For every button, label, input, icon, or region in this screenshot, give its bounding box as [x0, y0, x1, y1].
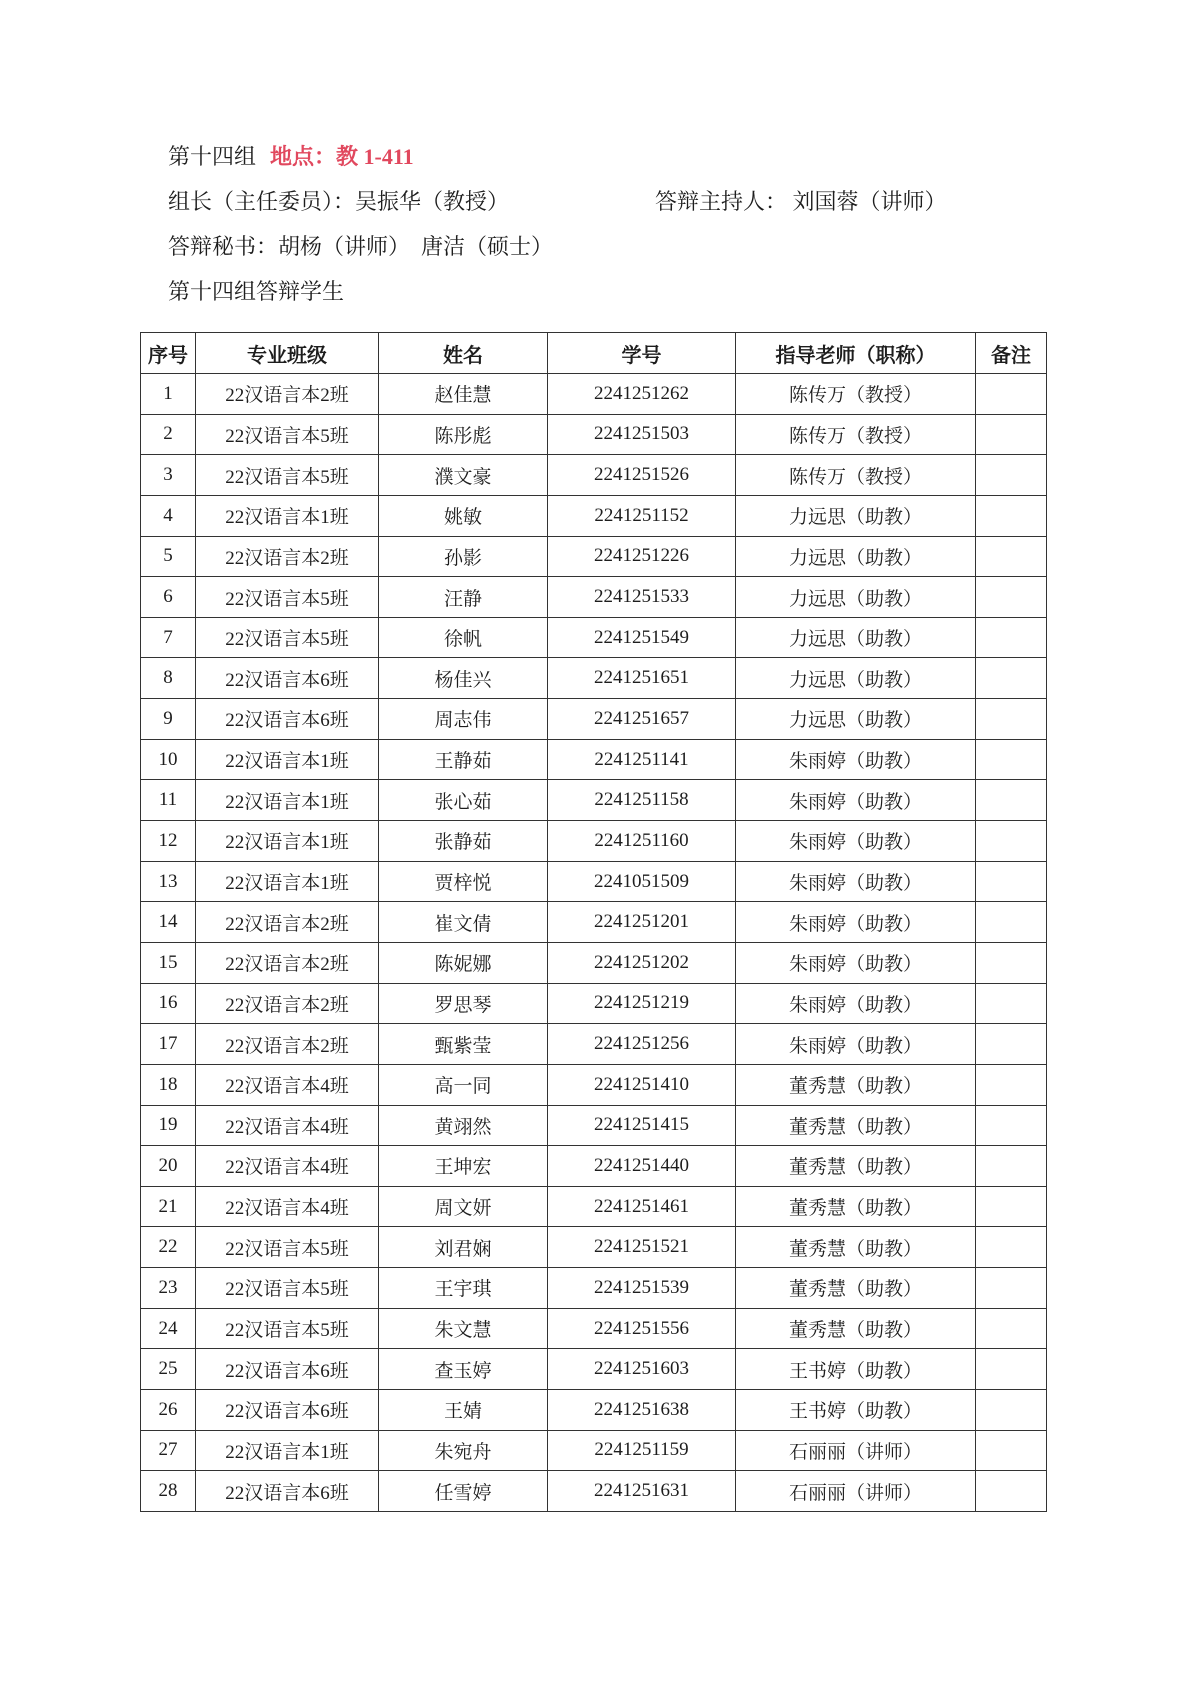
committee-leader-label: 组长（主任委员）：吴振华（教授） [168, 189, 510, 214]
cell-student-id: 2241251219 [548, 983, 736, 1024]
cell-note [976, 1227, 1047, 1268]
cell-note [976, 495, 1047, 536]
cell-note [976, 1105, 1047, 1146]
cell-no: 7 [141, 617, 196, 658]
cell-no: 5 [141, 536, 196, 577]
cell-class: 22汉语言本6班 [196, 1471, 379, 1512]
cell-name: 王婧 [379, 1390, 548, 1431]
cell-teacher: 董秀慧（助教） [736, 1308, 976, 1349]
cell-name: 任雪婷 [379, 1471, 548, 1512]
cell-student-id: 2241251152 [548, 495, 736, 536]
cell-student-id: 2241251603 [548, 1349, 736, 1390]
cell-teacher: 董秀慧（助教） [736, 1268, 976, 1309]
cell-student-id: 2241251202 [548, 942, 736, 983]
cell-class: 22汉语言本6班 [196, 1349, 379, 1390]
cell-teacher: 董秀慧（助教） [736, 1064, 976, 1105]
table-row [141, 1268, 1047, 1309]
cell-name: 姚敏 [379, 495, 548, 536]
cell-name: 杨佳兴 [379, 658, 548, 699]
cell-name: 朱宛舟 [379, 1430, 548, 1471]
cell-name: 朱文慧 [379, 1308, 548, 1349]
cell-class: 22汉语言本1班 [196, 861, 379, 902]
cell-note [976, 1186, 1047, 1227]
cell-teacher: 力远思（助教） [736, 617, 976, 658]
cell-note [976, 658, 1047, 699]
cell-no: 21 [141, 1186, 196, 1227]
cell-class: 22汉语言本1班 [196, 780, 379, 821]
cell-teacher: 朱雨婷（助教） [736, 983, 976, 1024]
cell-note [976, 821, 1047, 862]
cell-no: 17 [141, 1024, 196, 1065]
group-title: 第十四组 [168, 144, 257, 169]
cell-name: 张静茹 [379, 821, 548, 862]
cell-note [976, 861, 1047, 902]
table-row [141, 942, 1047, 983]
cell-class: 22汉语言本4班 [196, 1105, 379, 1146]
column-header-note: 备注 [976, 333, 1047, 374]
cell-class: 22汉语言本5班 [196, 1268, 379, 1309]
cell-teacher: 董秀慧（助教） [736, 1146, 976, 1187]
cell-class: 22汉语言本5班 [196, 577, 379, 618]
cell-no: 27 [141, 1430, 196, 1471]
cell-teacher: 朱雨婷（助教） [736, 821, 976, 862]
cell-no: 12 [141, 821, 196, 862]
cell-student-id: 2241251539 [548, 1268, 736, 1309]
cell-class: 22汉语言本2班 [196, 902, 379, 943]
cell-name: 黄翊然 [379, 1105, 548, 1146]
cell-name: 张心茹 [379, 780, 548, 821]
cell-no: 28 [141, 1471, 196, 1512]
table-row [141, 617, 1047, 658]
cell-teacher: 朱雨婷（助教） [736, 902, 976, 943]
table-header-row [141, 333, 1047, 374]
cell-no: 4 [141, 495, 196, 536]
cell-name: 徐帆 [379, 617, 548, 658]
cell-class: 22汉语言本2班 [196, 983, 379, 1024]
cell-student-id: 2241251256 [548, 1024, 736, 1065]
cell-teacher: 朱雨婷（助教） [736, 739, 976, 780]
cell-teacher: 董秀慧（助教） [736, 1186, 976, 1227]
cell-student-id: 2241251410 [548, 1064, 736, 1105]
cell-no: 10 [141, 739, 196, 780]
cell-no: 8 [141, 658, 196, 699]
cell-no: 22 [141, 1227, 196, 1268]
cell-class: 22汉语言本4班 [196, 1064, 379, 1105]
cell-name: 周文妍 [379, 1186, 548, 1227]
cell-note [976, 1349, 1047, 1390]
cell-student-id: 2241251226 [548, 536, 736, 577]
cell-note [976, 1471, 1047, 1512]
cell-teacher: 力远思（助教） [736, 577, 976, 618]
cell-name: 王坤宏 [379, 1146, 548, 1187]
cell-student-id: 2241051509 [548, 861, 736, 902]
cell-note [976, 699, 1047, 740]
cell-student-id: 2241251526 [548, 455, 736, 496]
cell-class: 22汉语言本1班 [196, 1430, 379, 1471]
cell-no: 24 [141, 1308, 196, 1349]
cell-note [976, 780, 1047, 821]
cell-class: 22汉语言本6班 [196, 699, 379, 740]
cell-teacher: 力远思（助教） [736, 536, 976, 577]
table-row [141, 1308, 1047, 1349]
cell-teacher: 王书婷（助教） [736, 1349, 976, 1390]
defense-host-label: 答辩主持人： 刘国蓉（讲师） [655, 189, 947, 214]
cell-name: 王静茹 [379, 739, 548, 780]
column-header-no: 序号 [141, 333, 196, 374]
table-row [141, 455, 1047, 496]
cell-no: 2 [141, 414, 196, 455]
table-row [141, 536, 1047, 577]
table-row [141, 1064, 1047, 1105]
cell-class: 22汉语言本2班 [196, 536, 379, 577]
cell-teacher: 朱雨婷（助教） [736, 942, 976, 983]
heading-line-2 [168, 179, 1128, 224]
students-table [140, 332, 1047, 1512]
table-row [141, 739, 1047, 780]
table-row [141, 414, 1047, 455]
cell-note [976, 1308, 1047, 1349]
table-row [141, 1105, 1047, 1146]
column-header-name: 姓名 [379, 333, 548, 374]
table-row [141, 1024, 1047, 1065]
heading-line-1 [168, 134, 1128, 179]
cell-no: 20 [141, 1146, 196, 1187]
table-row [141, 658, 1047, 699]
cell-class: 22汉语言本6班 [196, 1390, 379, 1431]
column-header-teacher: 指导老师（职称） [736, 333, 976, 374]
table-row [141, 1471, 1047, 1512]
cell-student-id: 2241251556 [548, 1308, 736, 1349]
location-label: 地点：教 1-411 [270, 144, 414, 169]
cell-name: 贾梓悦 [379, 861, 548, 902]
cell-name: 崔文倩 [379, 902, 548, 943]
cell-class: 22汉语言本2班 [196, 942, 379, 983]
cell-teacher: 陈传万（教授） [736, 374, 976, 415]
cell-note [976, 1268, 1047, 1309]
cell-no: 26 [141, 1390, 196, 1431]
cell-class: 22汉语言本2班 [196, 374, 379, 415]
cell-teacher: 陈传万（教授） [736, 455, 976, 496]
cell-teacher: 力远思（助教） [736, 495, 976, 536]
column-header-class: 专业班级 [196, 333, 379, 374]
cell-class: 22汉语言本5班 [196, 414, 379, 455]
cell-student-id: 2241251160 [548, 821, 736, 862]
cell-note [976, 1146, 1047, 1187]
table-row [141, 1349, 1047, 1390]
cell-name: 赵佳慧 [379, 374, 548, 415]
table-row [141, 495, 1047, 536]
table-row [141, 1146, 1047, 1187]
cell-name: 甄紫莹 [379, 1024, 548, 1065]
cell-note [976, 455, 1047, 496]
cell-no: 11 [141, 780, 196, 821]
cell-class: 22汉语言本6班 [196, 658, 379, 699]
cell-class: 22汉语言本5班 [196, 1308, 379, 1349]
cell-teacher: 陈传万（教授） [736, 414, 976, 455]
cell-student-id: 2241251141 [548, 739, 736, 780]
cell-note [976, 902, 1047, 943]
cell-no: 9 [141, 699, 196, 740]
cell-student-id: 2241251503 [548, 414, 736, 455]
cell-student-id: 2241251521 [548, 1227, 736, 1268]
cell-teacher: 董秀慧（助教） [736, 1227, 976, 1268]
cell-class: 22汉语言本1班 [196, 739, 379, 780]
cell-student-id: 2241251158 [548, 780, 736, 821]
cell-note [976, 414, 1047, 455]
cell-note [976, 374, 1047, 415]
cell-class: 22汉语言本4班 [196, 1186, 379, 1227]
cell-name: 陈彤彪 [379, 414, 548, 455]
cell-note [976, 1064, 1047, 1105]
cell-note [976, 577, 1047, 618]
cell-name: 周志伟 [379, 699, 548, 740]
cell-teacher: 石丽丽（讲师） [736, 1430, 976, 1471]
cell-class: 22汉语言本4班 [196, 1146, 379, 1187]
table-row [141, 1390, 1047, 1431]
cell-no: 6 [141, 577, 196, 618]
cell-class: 22汉语言本1班 [196, 495, 379, 536]
cell-name: 刘君娴 [379, 1227, 548, 1268]
table-row [141, 821, 1047, 862]
cell-teacher: 力远思（助教） [736, 699, 976, 740]
cell-class: 22汉语言本5班 [196, 455, 379, 496]
cell-no: 1 [141, 374, 196, 415]
cell-student-id: 2241251415 [548, 1105, 736, 1146]
heading-block [168, 134, 1128, 314]
cell-student-id: 2241251159 [548, 1430, 736, 1471]
cell-teacher: 董秀慧（助教） [736, 1105, 976, 1146]
cell-teacher: 王书婷（助教） [736, 1390, 976, 1431]
cell-student-id: 2241251651 [548, 658, 736, 699]
cell-name: 汪静 [379, 577, 548, 618]
cell-no: 19 [141, 1105, 196, 1146]
cell-no: 15 [141, 942, 196, 983]
cell-student-id: 2241251549 [548, 617, 736, 658]
cell-student-id: 2241251638 [548, 1390, 736, 1431]
cell-class: 22汉语言本5班 [196, 617, 379, 658]
cell-teacher: 朱雨婷（助教） [736, 1024, 976, 1065]
cell-no: 14 [141, 902, 196, 943]
table-body [141, 374, 1047, 1512]
table-row [141, 1430, 1047, 1471]
cell-student-id: 2241251201 [548, 902, 736, 943]
cell-class: 22汉语言本1班 [196, 821, 379, 862]
table-row [141, 780, 1047, 821]
table-row [141, 577, 1047, 618]
cell-note [976, 942, 1047, 983]
cell-name: 高一同 [379, 1064, 548, 1105]
cell-name: 查玉婷 [379, 1349, 548, 1390]
cell-name: 濮文豪 [379, 455, 548, 496]
table-row [141, 374, 1047, 415]
cell-no: 3 [141, 455, 196, 496]
cell-no: 13 [141, 861, 196, 902]
table-row [141, 699, 1047, 740]
cell-name: 孙影 [379, 536, 548, 577]
cell-note [976, 1390, 1047, 1431]
cell-student-id: 2241251461 [548, 1186, 736, 1227]
cell-note [976, 739, 1047, 780]
column-header-student-id: 学号 [548, 333, 736, 374]
cell-teacher: 石丽丽（讲师） [736, 1471, 976, 1512]
cell-name: 罗思琴 [379, 983, 548, 1024]
cell-no: 18 [141, 1064, 196, 1105]
defense-secretary-label: 答辩秘书：胡杨（讲师） 唐洁（硕士） [168, 234, 554, 259]
table-row [141, 902, 1047, 943]
cell-note [976, 1024, 1047, 1065]
cell-student-id: 2241251440 [548, 1146, 736, 1187]
cell-student-id: 2241251533 [548, 577, 736, 618]
cell-note [976, 536, 1047, 577]
cell-teacher: 朱雨婷（助教） [736, 861, 976, 902]
cell-student-id: 2241251262 [548, 374, 736, 415]
cell-no: 25 [141, 1349, 196, 1390]
table-row [141, 983, 1047, 1024]
cell-name: 陈妮娜 [379, 942, 548, 983]
cell-student-id: 2241251657 [548, 699, 736, 740]
cell-note [976, 617, 1047, 658]
cell-no: 16 [141, 983, 196, 1024]
cell-class: 22汉语言本2班 [196, 1024, 379, 1065]
cell-teacher: 朱雨婷（助教） [736, 780, 976, 821]
table-row [141, 1186, 1047, 1227]
cell-note [976, 983, 1047, 1024]
cell-class: 22汉语言本5班 [196, 1227, 379, 1268]
cell-no: 23 [141, 1268, 196, 1309]
cell-name: 王宇琪 [379, 1268, 548, 1309]
cell-teacher: 力远思（助教） [736, 658, 976, 699]
cell-note [976, 1430, 1047, 1471]
table-row [141, 861, 1047, 902]
students-table-title: 第十四组答辩学生 [168, 279, 345, 304]
cell-student-id: 2241251631 [548, 1471, 736, 1512]
table-row [141, 1227, 1047, 1268]
